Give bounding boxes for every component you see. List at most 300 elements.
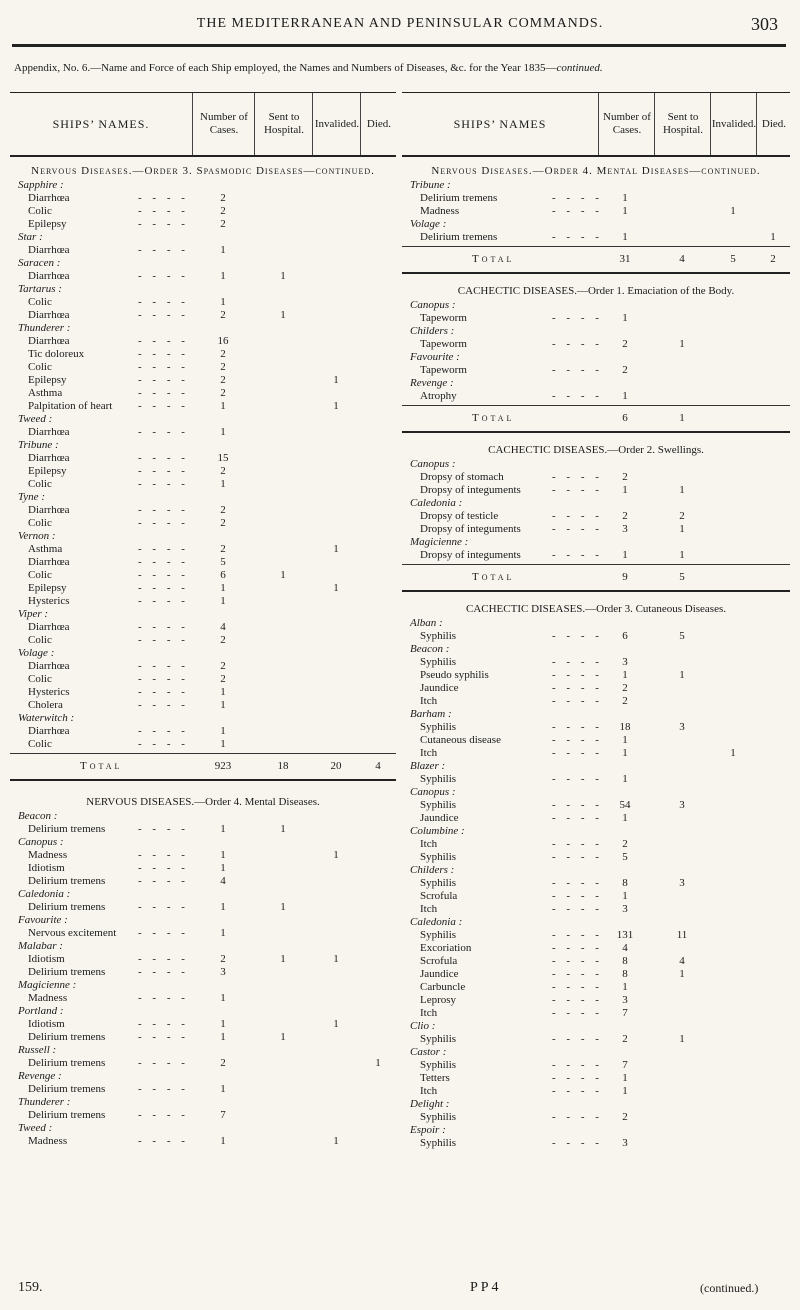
cases-value: 1 [622,773,628,785]
disease-name: Idiotism [28,953,65,965]
ship-name: Tyne : [18,491,45,503]
disease-name: Dropsy of stomach [420,471,504,483]
ship-name: Tweed : [18,1122,53,1134]
ship-name: Childers : [410,864,455,876]
ships-names-heading: SHIPS’ NAMES [453,116,547,131]
disease-name: Delirium tremens [28,875,106,887]
table-row: Diarrhœa - - - - 1 [10,244,396,257]
cases-heading: Number of Cases. [192,93,255,155]
disease-name: Syphilis [420,1111,457,1123]
cases-value: 2 [220,348,226,360]
cases-value: 3 [622,1137,628,1149]
disease-name: Jaundice [420,968,459,980]
disease-name: Madness [28,992,68,1004]
cases-value: 2 [220,218,226,230]
disease-name: Dropsy of integuments [420,484,521,496]
table-row: Colic - - - - 1 [10,296,396,309]
hospital-value: 1 [679,338,685,350]
disease-name: Tapeworm [420,338,467,350]
table-row: Dropsy of integuments - - - - 1 1 [402,549,790,562]
cases-value: 1 [622,484,628,496]
disease-name: Itch [420,1007,438,1019]
hospital-value: 2 [679,510,685,522]
cases-value: 1 [220,823,226,835]
ship-name: Canopus : [410,786,456,798]
table-row: Itch - - - - 7 [402,1007,790,1020]
table-row: Diarrhœa - - - - 2 [10,192,396,205]
table-row: Delirium tremens - - - - 4 [10,875,396,888]
table-row: Jaundice - - - - 8 1 [402,968,790,981]
cases-value: 16 [217,335,229,347]
hospital-value: 1 [280,953,286,965]
disease-name: Colic [28,673,52,685]
cases-value: 2 [220,953,226,965]
table-row: Syphilis - - - - 18 3 [402,721,790,734]
table-row: Hysterics - - - - 1 [10,686,396,699]
cases-value: 1 [622,390,628,402]
hospital-value: 1 [679,523,685,535]
hospital-value: 5 [679,630,685,642]
cases-value: 2 [220,309,226,321]
ship-name: Caledonia : [410,916,463,928]
cases-value: 1 [220,478,226,490]
table-row: Syphilis - - - - 5 [402,851,790,864]
disease-name: Diarrhœa [28,621,70,633]
table-row: Epilepsy - - - - 2 1 [10,374,396,387]
invalided-value: 1 [333,849,339,861]
cases-value: 1 [220,1031,226,1043]
ship-name: Volage : [410,218,447,230]
hospital-value: 1 [679,1033,685,1045]
table-row: Syphilis - - - - 3 [402,1137,790,1150]
invalided-heading: Invalided. [312,93,361,155]
cases-value: 1 [622,1085,628,1097]
cases-value: 8 [622,955,628,967]
ship-name: Malabar : [18,940,63,952]
cases-value: 2 [220,374,226,386]
cases-value: 1 [220,1018,226,1030]
section-heading: Nervous Diseases.—Order 3. Spasmodic Diseases—continued. [31,165,375,177]
table-row: Tapeworm - - - - 1 [402,312,790,325]
invalided-value: 1 [333,953,339,965]
cases-value: 1 [220,244,226,256]
cases-value: 1 [622,312,628,324]
disease-name: Syphilis [420,1137,457,1149]
disease-name: Colic [28,361,52,373]
cases-value: 2 [220,660,226,672]
ship-name: Volage : [18,647,55,659]
invalided-value: 1 [333,543,339,555]
cases-value: 1 [220,426,226,438]
disease-name: Delirium tremens [28,1031,106,1043]
right-table-body [402,179,790,244]
disease-name: Dropsy of integuments [420,523,521,535]
table-row: Delirium tremens - - - - 1 [10,1083,396,1096]
table-row: Tapeworm - - - - 2 [402,364,790,377]
table-row: Asthma - - - - 2 1 [10,543,396,556]
left-table-body [10,179,396,751]
cases-value: 8 [622,968,628,980]
left-table-body-2 [10,810,396,1148]
disease-name: Syphilis [420,773,457,785]
ship-name: Beacon : [18,810,58,822]
invalided-value: 1 [333,1135,339,1147]
disease-name: Delirium tremens [28,966,106,978]
hospital-value: 1 [280,309,286,321]
disease-name: Epilepsy [28,218,67,230]
disease-name: Diarrhœa [28,660,70,672]
disease-name: Cholera [28,699,63,711]
table-row: Cholera - - - - 1 [10,699,396,712]
disease-name: Madness [28,849,68,861]
cases-value: 15 [217,452,229,464]
table-row: Jaundice - - - - 2 [402,682,790,695]
disease-name: Diarrhœa [28,556,70,568]
hospital-value: 4 [679,955,685,967]
table-row: Epilepsy - - - - 1 1 [10,582,396,595]
right-table-body-4 [402,617,790,1150]
disease-name: Dropsy of testicle [420,510,499,522]
ship-name: Alban : [410,617,443,629]
table-row: Diarrhœa - - - - 1 [10,426,396,439]
disease-name: Delirium tremens [28,1057,106,1069]
cases-value: 2 [622,510,628,522]
disease-name: Idiotism [28,1018,65,1030]
disease-name: Colic [28,205,52,217]
cases-value: 1 [622,734,628,746]
disease-name: Syphilis [420,929,457,941]
ship-name: Tartarus : [18,283,62,295]
table-row: Diarrhœa - - - - 5 [10,556,396,569]
table-row: Syphilis - - - - 1 [402,773,790,786]
cases-value: 1 [622,231,628,243]
disease-name: Madness [420,205,460,217]
disease-name: Delirium tremens [420,231,498,243]
disease-name: Syphilis [420,656,457,668]
ship-name: Delight : [410,1098,450,1110]
cases-value: 1 [220,1083,226,1095]
table-row: Diarrhœa - - - - 16 [10,335,396,348]
table-row: Syphilis - - - - 8 3 [402,877,790,890]
ship-name: Clio : [410,1020,436,1032]
header-rule [12,44,786,47]
disease-name: Epilepsy [28,582,67,594]
table-row: Madness - - - - 1 [10,992,396,1005]
cases-value: 1 [220,686,226,698]
ship-name: Favourite : [18,914,68,926]
ship-name: Favourite : [410,351,460,363]
disease-name: Scrofula [420,955,458,967]
disease-name: Tetters [420,1072,450,1084]
disease-name: Cutaneous disease [420,734,501,746]
disease-name: Colic [28,296,52,308]
total-row: Total 6 1 [472,412,685,424]
cases-heading: Number of Cases. [598,93,655,155]
cases-value: 3 [622,523,628,535]
cases-value: 2 [220,673,226,685]
disease-name: Syphilis [420,799,457,811]
disease-name: Delirium tremens [420,192,498,204]
disease-name: Itch [420,747,438,759]
ship-name: Thunderer : [18,1096,71,1108]
cases-value: 3 [622,656,628,668]
hospital-value: 11 [676,929,688,941]
table-row: Asthma - - - - 2 [10,387,396,400]
disease-name: Itch [420,1085,438,1097]
ship-name: Tweed : [18,413,53,425]
ship-name: Sapphire : [18,179,64,191]
hospital-heading: Sent to Hospital. [654,93,711,155]
ship-name: Canopus : [18,836,64,848]
table-row: Scrofula - - - - 8 4 [402,955,790,968]
section-heading: CACHECTIC DISEASES.—Order 3. Cutaneous Diseases. [465,603,726,615]
disease-name: Jaundice [420,682,459,694]
table-row: Delirium tremens - - - - 1 1 [402,231,790,244]
disease-name: Colic [28,478,52,490]
cases-value: 2 [220,1057,226,1069]
cases-value: 3 [220,966,226,978]
cases-value: 1 [220,699,226,711]
disease-name: Carbuncle [420,981,466,993]
table-row: Pseudo syphilis - - - - 1 1 [402,669,790,682]
cases-value: 1 [220,992,226,1004]
disease-name: Itch [420,695,438,707]
disease-name: Diarrhœa [28,270,70,282]
total-row: Total 9 5 [472,571,685,583]
hospital-value: 1 [679,968,685,980]
cases-value: 6 [622,630,628,642]
hospital-value: 1 [280,901,286,913]
table-row: Atrophy - - - - 1 [402,390,790,403]
cases-value: 1 [220,725,226,737]
died-value: 1 [770,231,776,243]
page-title: THE MEDITERRANEAN AND PENINSULAR COMMANDS. [196,16,604,31]
invalided-value: 1 [730,747,736,759]
disease-name: Syphilis [420,630,457,642]
table-row: Tic doloreux - - - - 2 [10,348,396,361]
table-row: Palpitation of heart - - - - 1 1 [10,400,396,413]
ship-name: Saracen : [18,257,61,269]
table-row: Delirium tremens - - - - 1 1 [10,1031,396,1044]
table-row: Madness - - - - 1 1 [10,849,396,862]
cases-value: 2 [220,465,226,477]
table-row: Itch - - - - 1 [402,1085,790,1098]
continued-note: (continued.) [700,1281,759,1295]
hospital-value: 1 [280,1031,286,1043]
table-row: Diarrhœa - - - - 4 [10,621,396,634]
table-row: Excoriation - - - - 4 [402,942,790,955]
disease-name: Syphilis [420,851,457,863]
cases-value: 1 [220,270,226,282]
table-row: Diarrhœa - - - - 1 [10,725,396,738]
disease-name: Diarrhœa [28,244,70,256]
caption-suffix: continued. [556,62,603,74]
died-value: 1 [375,1057,381,1069]
ship-name: Star : [18,231,43,243]
ship-name: Castor : [410,1046,447,1058]
table-row: Syphilis - - - - 2 1 [402,1033,790,1046]
cases-value: 2 [220,205,226,217]
cases-value: 4 [220,875,226,887]
table-row: Colic - - - - 1 [10,738,396,751]
cases-value: 1 [622,192,628,204]
ship-name: Portland : [18,1005,64,1017]
disease-name: Diarrhœa [28,725,70,737]
right-table-body-2 [402,299,790,403]
table-row: Diarrhœa - - - - 1 1 [10,270,396,283]
left-column [10,92,396,1148]
table-row: Syphilis - - - - 7 [402,1059,790,1072]
table-row: Dropsy of stomach - - - - 2 [402,471,790,484]
table-row: Itch - - - - 2 [402,838,790,851]
cases-value: 1 [220,901,226,913]
hospital-value: 1 [280,569,286,581]
cases-value: 8 [622,877,628,889]
table-row: Colic - - - - 2 [10,673,396,686]
cases-value: 1 [220,582,226,594]
disease-name: Syphilis [420,1033,457,1045]
cases-value: 4 [622,942,628,954]
cases-value: 1 [220,595,226,607]
disease-name: Colic [28,634,52,646]
disease-name: Excoriation [420,942,472,954]
cases-value: 1 [622,747,628,759]
disease-name: Diarrhœa [28,335,70,347]
table-row: Idiotism - - - - 2 1 1 [10,953,396,966]
disease-name: Itch [420,838,438,850]
invalided-heading: Invalided. [710,93,757,155]
disease-name: Delirium tremens [28,1109,106,1121]
disease-name: Colic [28,517,52,529]
section-heading: CACHECTIC DISEASES.—Order 1. Emaciation of the Body. [457,285,735,297]
table-row: Colic - - - - 2 [10,205,396,218]
cases-value: 6 [220,569,226,581]
table-row: Delirium tremens - - - - 1 1 [10,823,396,836]
cases-value: 2 [622,682,628,694]
disease-name: Colic [28,569,52,581]
disease-name: Delirium tremens [28,901,106,913]
table-row: Diarrhœa - - - - 15 [10,452,396,465]
table-row: Jaundice - - - - 1 [402,812,790,825]
table-row: Leprosy - - - - 3 [402,994,790,1007]
table-row: Syphilis - - - - 3 [402,656,790,669]
cases-value: 7 [220,1109,226,1121]
disease-name: Diarrhœa [28,192,70,204]
cases-value: 1 [220,738,226,750]
ship-name: Waterwitch : [18,712,75,724]
table-row: Delirium tremens - - - - 7 [10,1109,396,1122]
invalided-value: 1 [730,205,736,217]
ship-name: Russell : [18,1044,57,1056]
ship-name: Espoir : [410,1124,446,1136]
cases-value: 2 [622,1033,628,1045]
cases-value: 18 [619,721,631,733]
caption-main: Name and Force of each Ship employed, the Names and Numbers of Diseases, &c. for the Year 1835— [101,62,557,74]
invalided-value: 1 [333,374,339,386]
disease-name: Palpitation of heart [28,400,113,412]
ship-name: Beacon : [410,643,450,655]
ship-name: Viper : [18,608,49,620]
cases-value: 131 [616,929,634,941]
cases-value: 1 [220,849,226,861]
table-row: Hysterics - - - - 1 [10,595,396,608]
signature-mark: 159. [18,1280,43,1295]
ships-names-heading: SHIPS’ NAMES. [52,116,150,131]
total-row: Total 923 18 20 4 [80,760,381,772]
invalided-value: 1 [333,400,339,412]
cases-value: 2 [622,695,628,707]
disease-name: Madness [28,1135,68,1147]
ship-name: Columbine : [410,825,465,837]
table-row: Carbuncle - - - - 1 [402,981,790,994]
disease-name: Idiotism [28,862,65,874]
died-heading: Died. [756,93,791,155]
ship-name: Canopus : [410,299,456,311]
cases-value: 2 [220,387,226,399]
ship-name: Tribune : [410,179,451,191]
ship-name: Canopus : [410,458,456,470]
disease-name: Syphilis [420,1059,457,1071]
section-heading: Nervous Diseases.—Order 4. Mental Diseases—continued. [431,165,761,177]
table-row: Diarrhœa - - - - 2 [10,504,396,517]
left-column-header [10,92,396,157]
cases-value: 4 [220,621,226,633]
cases-value: 1 [622,549,628,561]
table-row: Idiotism - - - - 1 [10,862,396,875]
cases-value: 2 [622,1111,628,1123]
table-row: Delirium tremens - - - - 1 1 [10,901,396,914]
hospital-value: 1 [280,823,286,835]
hospital-value: 1 [280,270,286,282]
table-row: Colic - - - - 2 [10,634,396,647]
table-row: Dropsy of testicle - - - - 2 2 [402,510,790,523]
ship-name: Revenge : [410,377,454,389]
ship-name: Thunderer : [18,322,71,334]
invalided-value: 1 [333,1018,339,1030]
disease-name: Colic [28,738,52,750]
table-row: Syphilis - - - - 6 5 [402,630,790,643]
cases-value: 2 [622,364,628,376]
cases-value: 7 [622,1007,628,1019]
cases-value: 5 [622,851,628,863]
hospital-value: 3 [679,721,685,733]
disease-name: Itch [420,903,438,915]
disease-name: Delirium tremens [28,823,106,835]
ship-name: Magicienne : [410,536,469,548]
cases-value: 2 [220,504,226,516]
table-caption [14,62,786,74]
cases-value: 3 [622,903,628,915]
table-row: Delirium tremens - - - - 3 [10,966,396,979]
table-row: Colic - - - - 1 [10,478,396,491]
table-row: Scrofula - - - - 1 [402,890,790,903]
cases-value: 2 [220,192,226,204]
section-heading: NERVOUS DISEASES.—Order 4. Mental Diseases. [86,796,320,808]
invalided-value: 1 [333,582,339,594]
cases-value: 2 [220,517,226,529]
disease-name: Diarrhœa [28,309,70,321]
table-row: Delirium tremens - - - - 2 1 [10,1057,396,1070]
table-row: Madness - - - - 1 1 [402,205,790,218]
ship-name: Blazer : [410,760,446,772]
disease-name: Hysterics [28,595,70,607]
cases-value: 1 [220,927,226,939]
ship-name: Tribune : [18,439,59,451]
catchword: P P 4 [470,1280,499,1295]
ship-name: Vernon : [18,530,56,542]
table-row: Colic - - - - 2 [10,517,396,530]
cases-value: 1 [220,1135,226,1147]
